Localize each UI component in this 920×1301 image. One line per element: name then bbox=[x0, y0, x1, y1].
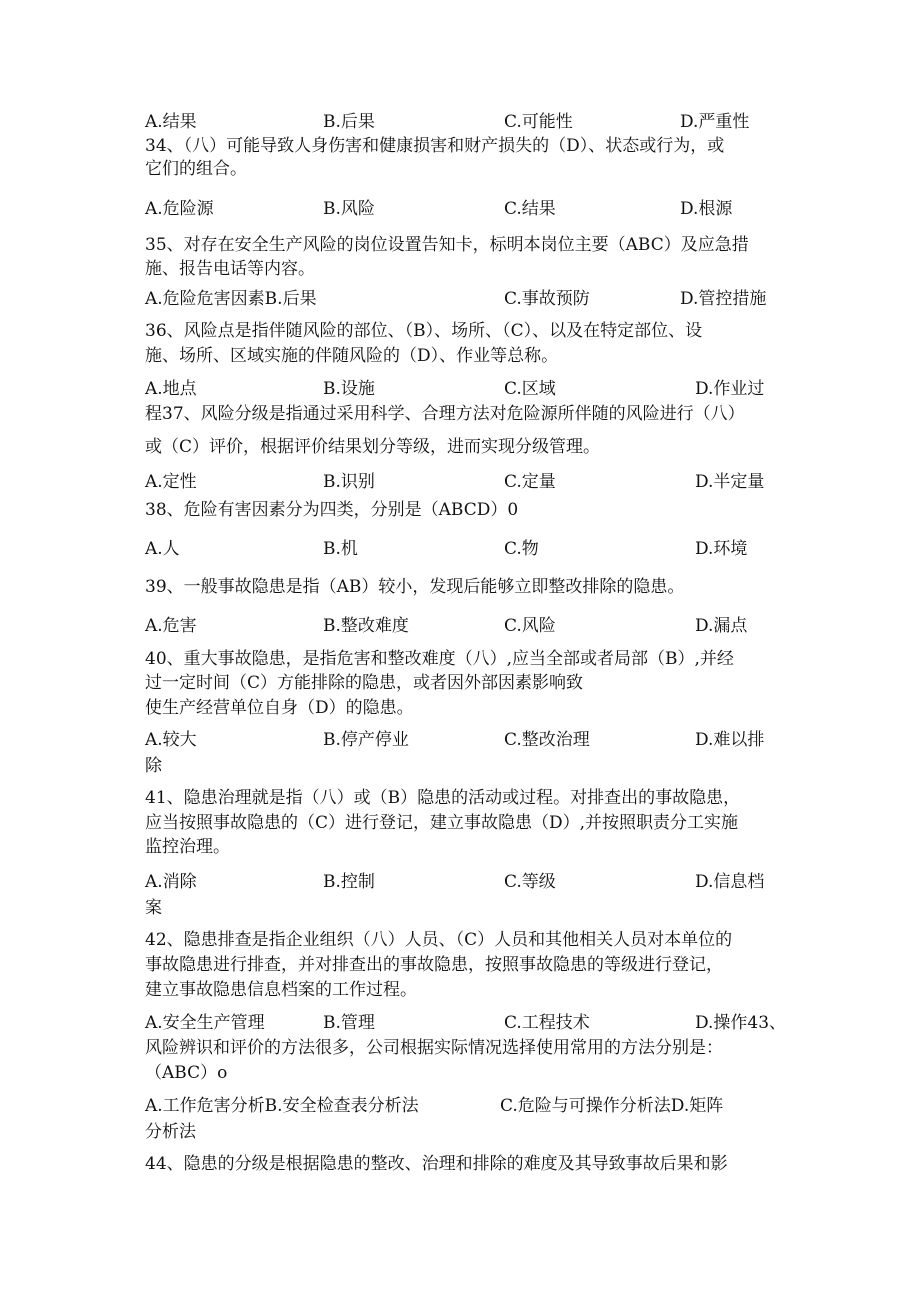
q37-text-line-2: 或（C）评价，根据评价结果划分等级，进而实现分级管理。 bbox=[145, 437, 601, 457]
q40-option-a: A.较大 bbox=[145, 730, 197, 750]
q42-text-line-2: 事故隐患进行排查，并对排查出的事故隐患，按照事故隐患的等级进行登记， bbox=[145, 955, 723, 975]
q42-option-d: D.操作43、 bbox=[695, 1013, 787, 1033]
q38-option-d: D.环境 bbox=[695, 539, 748, 559]
q33-option-d: D.严重性 bbox=[680, 112, 750, 132]
q39-option-d: D.漏点 bbox=[695, 616, 748, 636]
q37-option-c: C.定量 bbox=[504, 472, 556, 492]
q42-text-line-3: 建立事故隐患信息档案的工作过程。 bbox=[145, 980, 417, 1000]
q43-option-cd: C.危险与可操作分析法D.矩阵 bbox=[500, 1096, 724, 1116]
q37-option-d: D.半定量 bbox=[695, 472, 765, 492]
q41-option-c: C.等级 bbox=[504, 872, 556, 892]
q34-text-line-2: 它们的组合。 bbox=[145, 159, 247, 179]
q34-option-a: A.危险源 bbox=[145, 199, 214, 219]
q35-option-c: C.事故预防 bbox=[504, 289, 590, 309]
q35-option-ab: A.危险危害因素B.后果 bbox=[145, 289, 317, 309]
q39-option-c: C.风险 bbox=[504, 616, 556, 636]
q41-option-a: A.消除 bbox=[145, 872, 197, 892]
q34-option-c: C.结果 bbox=[504, 199, 556, 219]
q39-text-line-1: 39、一般事故隐患是指（AB）较小，发现后能够立即整改排除的隐患。 bbox=[145, 577, 685, 597]
q40-text-line-1: 40、重大事故隐患，是指危害和整改难度（八）,应当全部或者局部（B）,并经 bbox=[145, 649, 734, 669]
q41-option-b: B.控制 bbox=[323, 872, 375, 892]
q38-option-c: C.物 bbox=[504, 539, 539, 559]
q33-option-c: C.可能性 bbox=[504, 112, 573, 132]
q40-text-line-3: 使生产经营单位自身（D）的隐患。 bbox=[145, 698, 414, 718]
q40-option-c: C.整改治理 bbox=[504, 730, 590, 750]
q38-text-line-1: 38、危险有害因素分为四类，分别是（ABCD）0 bbox=[145, 500, 519, 520]
q43-text-line-1: 风险辨识和评价的方法很多，公司根据实际情况选择使用常用的方法分别是： bbox=[145, 1038, 723, 1058]
q41-text-line-2: 应当按照事故隐患的（C）进行登记，建立事故隐患（D）,并按照职责分工实施 bbox=[145, 813, 739, 833]
q36-option-d: D.作业过 bbox=[695, 379, 765, 399]
q36-option-b: B.设施 bbox=[323, 379, 375, 399]
q40-option-d: D.难以排 bbox=[695, 730, 765, 750]
q34-option-b: B.风险 bbox=[323, 199, 375, 219]
q41-option-d: D.信息档 bbox=[695, 872, 765, 892]
q36-text-line-2: 施、场所、区域实施的伴随风险的（D）、作业等总称。 bbox=[145, 346, 559, 366]
q40-option-d-tail: 除 bbox=[145, 756, 162, 776]
q34-option-d: D.根源 bbox=[680, 199, 733, 219]
q38-option-a: A.人 bbox=[145, 539, 180, 559]
q33-option-a: A.结果 bbox=[145, 112, 197, 132]
q37-option-a: A.定性 bbox=[145, 472, 197, 492]
q37-text-line-1: 程37、风险分级是指通过采用科学、合理方法对危险源所伴随的风险进行（八） bbox=[145, 404, 745, 424]
q44-text-line-1: 44、隐患的分级是根据隐患的整改、治理和排除的难度及其导致事故后果和影 bbox=[145, 1154, 728, 1174]
q43-text-line-2: （ABC）o bbox=[145, 1063, 228, 1083]
q33-option-b: B.后果 bbox=[323, 112, 375, 132]
q42-text-line-1: 42、隐患排查是指企业组织（八）人员、（C）人员和其他相关人员对本单位的 bbox=[145, 930, 733, 950]
q35-text-line-1: 35、对存在安全生产风险的岗位设置告知卡，标明本岗位主要（ABC）及应急措 bbox=[145, 235, 749, 255]
q42-option-a: A.安全生产管理 bbox=[145, 1013, 265, 1033]
q39-option-a: A.危害 bbox=[145, 616, 197, 636]
q42-option-c: C.工程技术 bbox=[504, 1013, 590, 1033]
q42-option-b: B.管理 bbox=[323, 1013, 375, 1033]
q41-text-line-3: 监控治理。 bbox=[145, 837, 230, 857]
q35-text-line-2: 施、报告电话等内容。 bbox=[145, 259, 315, 279]
q36-option-a: A.地点 bbox=[145, 379, 197, 399]
q37-option-b: B.识别 bbox=[323, 472, 375, 492]
q36-text-line-1: 36、风险点是指伴随风险的部位、（B）、场所、（C）、以及在特定部位、设 bbox=[145, 321, 703, 341]
q39-option-b: B.整改难度 bbox=[323, 616, 409, 636]
q36-option-c: C.区域 bbox=[504, 379, 556, 399]
q35-option-d: D.管控措施 bbox=[680, 289, 767, 309]
q43-option-ab: A.工作危害分析B.安全检查表分析法 bbox=[145, 1096, 419, 1116]
q34-text-line-1: 34、（八）可能导致人身伤害和健康损害和财产损失的（D）、状态或行为，或 bbox=[145, 136, 725, 156]
q41-option-d-tail: 案 bbox=[145, 898, 162, 918]
q40-option-b: B.停产停业 bbox=[323, 730, 409, 750]
q43-option-d-tail: 分析法 bbox=[145, 1122, 196, 1142]
q38-option-b: B.机 bbox=[323, 539, 358, 559]
q40-text-line-2: 过一定时间（C）方能排除的隐患，或者因外部因素影响致 bbox=[145, 673, 584, 693]
q41-text-line-1: 41、隐患治理就是指（八）或（B）隐患的活动或过程。对排查出的事故隐患， bbox=[145, 788, 741, 808]
